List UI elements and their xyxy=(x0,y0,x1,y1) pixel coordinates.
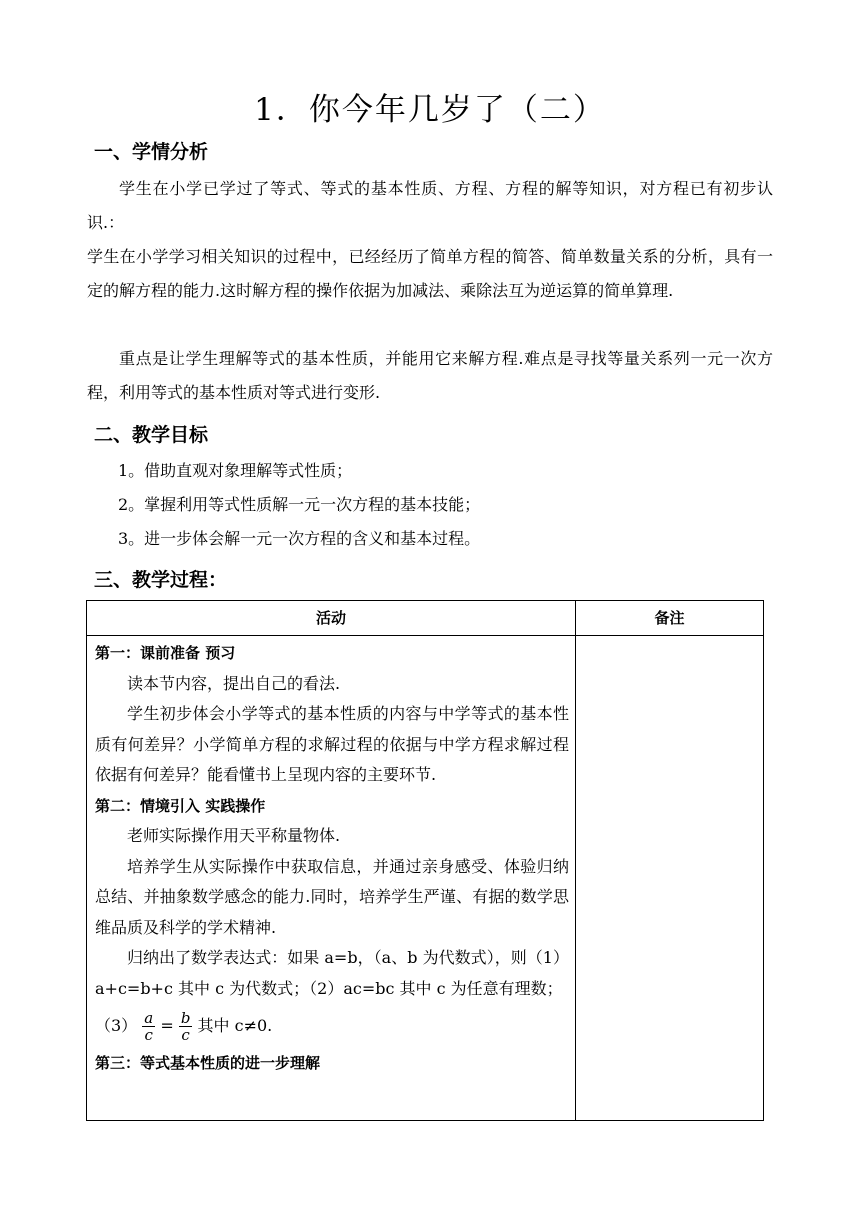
step-2-paragraph-2: 培养学生从实际操作中获取信息，并通过亲身感受、体验归纳总结、并抽象数学感念的能力.同时，培养学生严谨、有据的数学思维品质及科学的学术精神. xyxy=(95,856,569,937)
table-header-divider xyxy=(87,635,763,636)
section-heading-process: 三、教学过程： xyxy=(94,569,228,591)
activity-cell xyxy=(95,638,569,1079)
table-header-activity: 活动 xyxy=(315,609,346,627)
objective-item-3: 3。进一步体会解一元一次方程的含义和基本过程。 xyxy=(118,529,481,548)
process-table xyxy=(86,600,764,1121)
formula-line-3 xyxy=(95,1004,569,1048)
table-column-divider xyxy=(575,601,576,1120)
fraction-numerator-b: b xyxy=(180,1009,191,1027)
fraction-denominator-c-2: c xyxy=(181,1026,190,1044)
fraction-a-over-c xyxy=(142,1010,155,1043)
analysis-paragraph-1: 学生在小学已学过了等式、等式的基本性质、方程、方程的解等知识，对方程已有初步认识.： xyxy=(87,179,773,232)
fraction-b-over-c xyxy=(179,1010,193,1043)
formula-3-suffix: 其中 c≠0. xyxy=(197,1016,273,1035)
section-heading-analysis: 一、学情分析 xyxy=(94,141,209,163)
step-1-paragraph-1: 读本节内容，提出自己的看法. xyxy=(127,673,341,693)
objective-item-1: 1。借助直观对象理解等式性质； xyxy=(118,461,353,480)
analysis-paragraph-3: 重点是让学生理解等式的基本性质，并能用它来解方程.难点是寻找等量关系列一元一次方程，利用等式的基本性质对等式进行变形. xyxy=(87,349,773,402)
step-3-title: 第三：等式基本性质的进一步理解 xyxy=(95,1054,321,1072)
step-2-paragraph-3: 归纳出了数学表达式：如果 a=b，（a、b 为代数式），则（1）a+c=b+c 其中 c 为代数式；（2）ac=bc 其中 c 为任意有理数； xyxy=(95,948,569,998)
table-header-notes: 备注 xyxy=(654,609,685,627)
page-title: 1．你今年几岁了（二） xyxy=(254,92,606,128)
step-2-title: 第二：情境引入 实践操作 xyxy=(95,796,266,815)
step-1-title: 第一：课前准备 预习 xyxy=(95,644,236,662)
objective-item-2: 2。掌握利用等式性质解一元一次方程的基本技能； xyxy=(118,495,481,514)
fraction-numerator-a: a xyxy=(144,1009,154,1027)
fraction-denominator-c: c xyxy=(144,1026,153,1044)
step-2-paragraph-1: 老师实际操作用天平称量物体. xyxy=(127,826,341,845)
section-heading-objectives: 二、教学目标 xyxy=(94,424,209,446)
formula-3-prefix: （3） xyxy=(95,1016,138,1035)
step-1-paragraph-2: 学生初步体会小学等式的基本性质的内容与中学等式的基本性质有何差异？小学简单方程的求解过程的依据与中学方程求解过程依据有何差异？能看懂书上呈现内容的主要环节. xyxy=(95,704,569,784)
equals-sign: = xyxy=(160,1016,174,1035)
analysis-paragraph-2: 学生在小学学习相关知识的过程中，已经经历了简单方程的简答、简单数量关系的分析，具有一定的解方程的能力.这时解方程的操作依据为加减法、乘除法互为逆运算的简单算理. xyxy=(87,247,773,300)
